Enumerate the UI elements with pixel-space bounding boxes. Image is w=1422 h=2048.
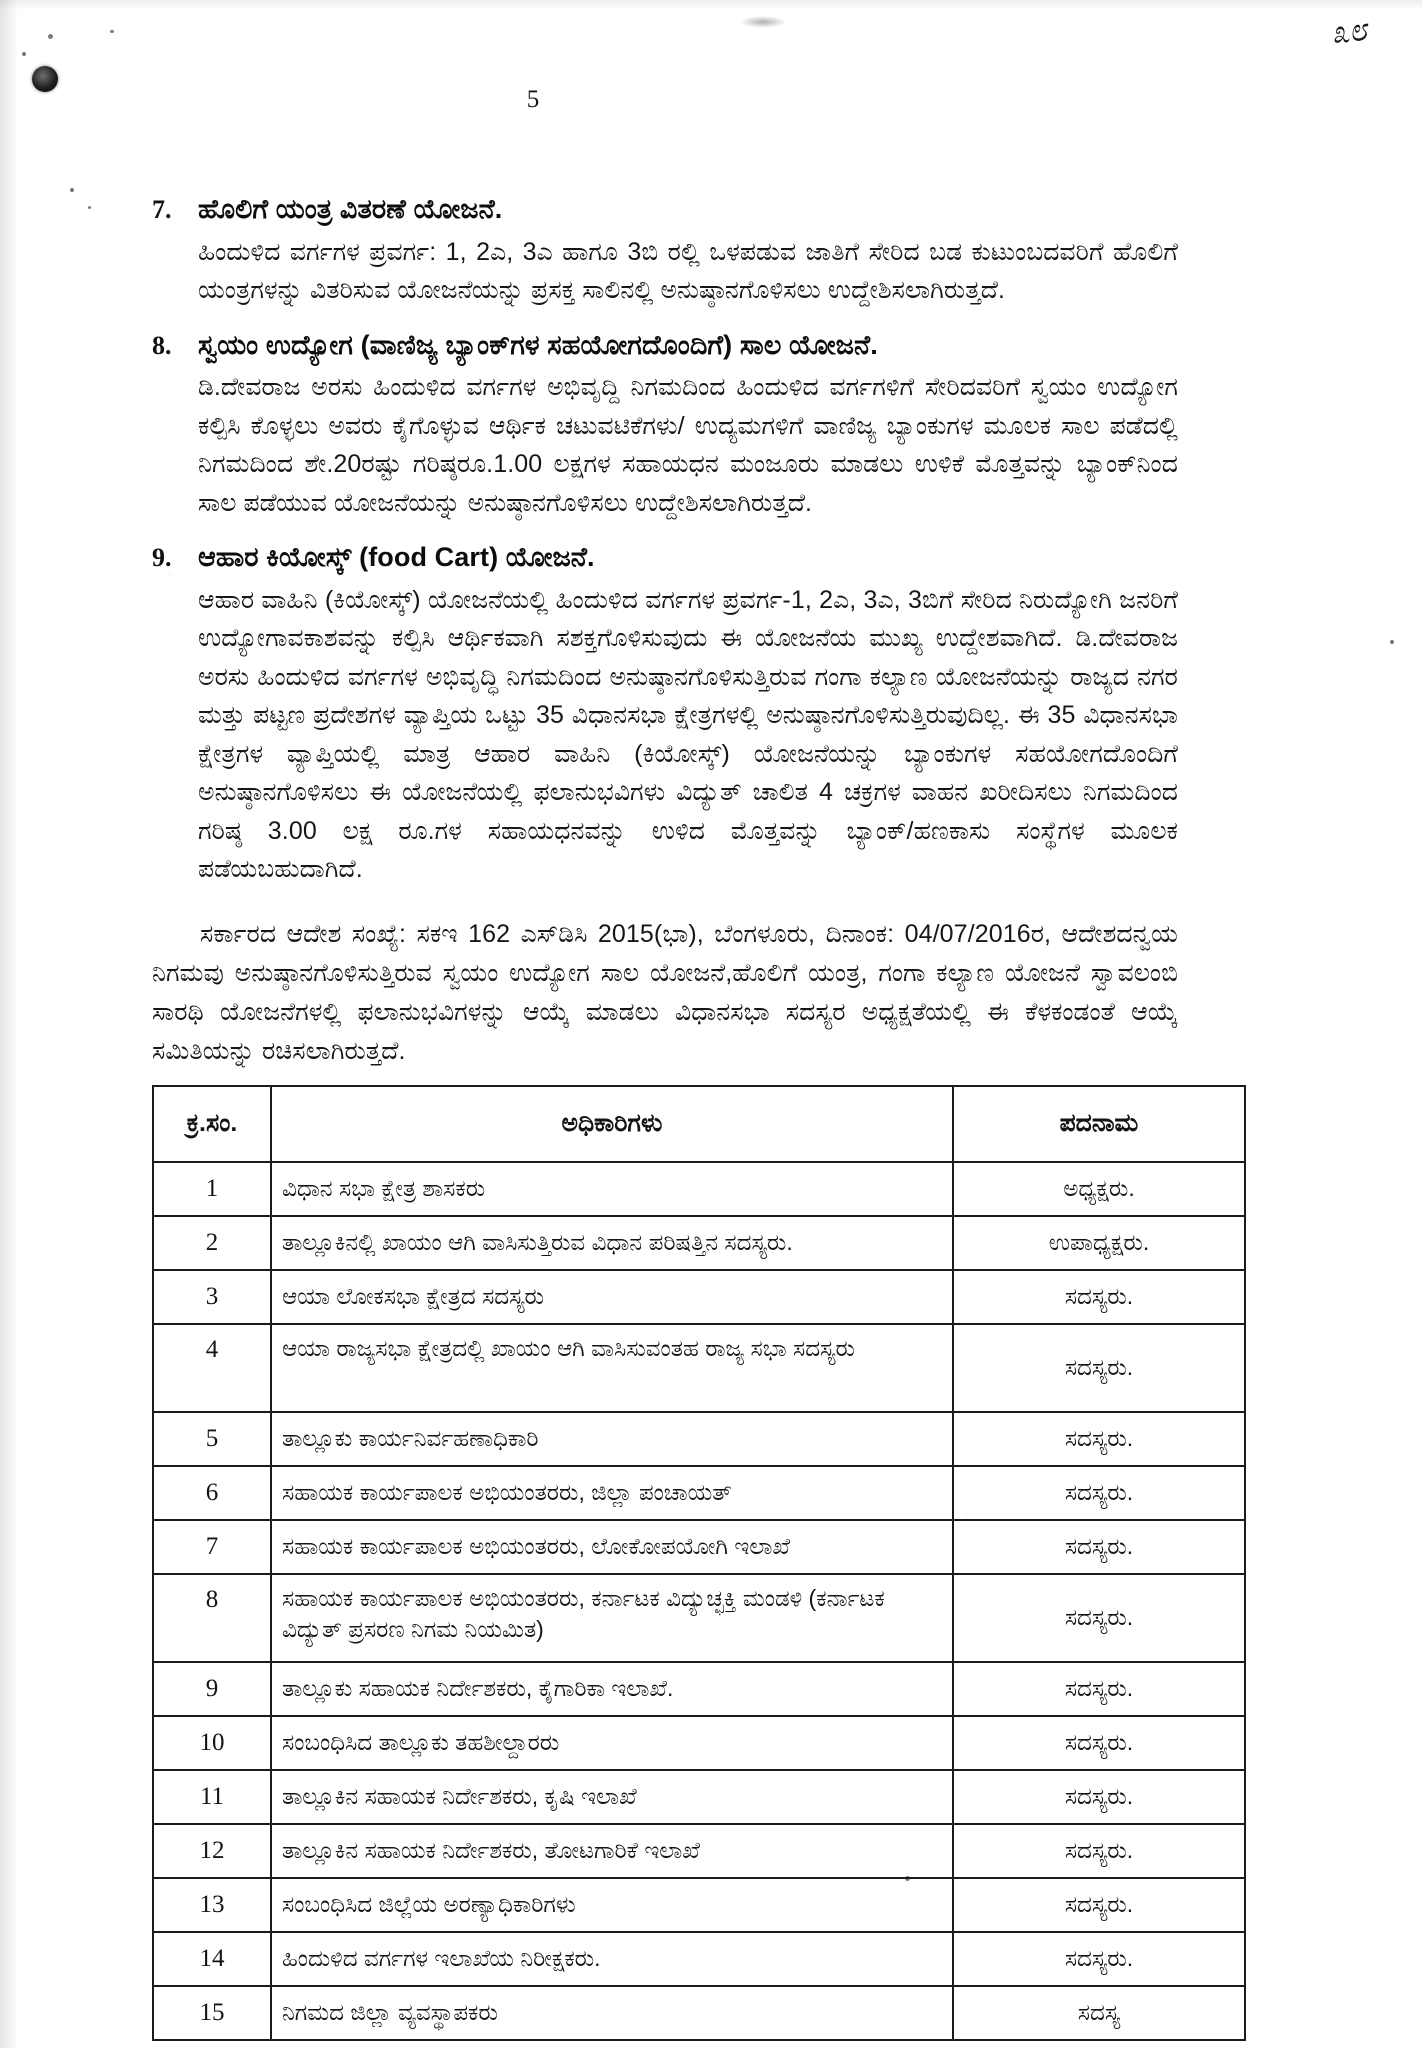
- cell-designation: ಸದಸ್ಯರು.: [953, 1716, 1245, 1770]
- cell-officer: ಆಯಾ ರಾಜ್ಯಸಭಾ ಕ್ಷೇತ್ರದಲ್ಲಿ ಖಾಯಂ ಆಗಿ ವಾಸಿಸುವಂತಹ ರಾಜ್ಯ ಸಭಾ ಸದಸ್ಯರು: [271, 1324, 953, 1412]
- column-header-designation: ಪದನಾಮ: [953, 1086, 1245, 1162]
- table-row: [153, 1878, 1245, 1932]
- scan-speck: [88, 206, 91, 209]
- cell-officer: ಸಂಬಂಧಿಸಿದ ಜಿಲ್ಲೆಯ ಅರಣ್ಯಾಧಿಕಾರಿಗಳು: [271, 1878, 953, 1932]
- column-header-officers: ಅಧಿಕಾರಿಗಳು: [271, 1086, 953, 1162]
- government-order-paragraph: ಸರ್ಕಾರದ ಆದೇಶ ಸಂಖ್ಯೆ: ಸಕಇ 162 ಎಸ್‌ಡಿಸಿ 2015(ಭಾ), ಬೆಂಗಳೂರು, ದಿನಾಂಕ: 04/07/2016ರ, ಆದೇಶದನ್ವಯ ನಿಗಮವು ಅನುಷ್ಠಾನಗೊಳಿಸುತ್ತಿರುವ ಸ್ವಯಂ ಉದ್ಯೋಗ ಸಾಲ ಯೋಜನೆ,ಹೊಲಿಗೆ ಯಂತ್ರ, ಗಂಗಾ ಕಲ್ಯಾಣ ಯೋಜನೆ ಸ್ವಾವಲಂಬಿ ಸಾರಥಿ ಯೋಜನೆಗಳಲ್ಲಿ ಫಲಾನುಭವಿಗಳನ್ನು ಆಯ್ಕೆ ಮಾಡಲು ವಿಧಾನಸಭಾ ಸದಸ್ಯರ ಅಧ್ಯಕ್ಷತೆಯಲ್ಲಿ ಈ ಕೆಳಕಂಡಂತೆ ಆಯ್ಕೆ ಸಮಿತಿಯನ್ನು ರಚಿಸಲಾಗಿರುತ್ತದೆ.: [152, 919, 1178, 1065]
- table-row: [153, 1466, 1245, 1520]
- handwritten-folio-number: ೩೮: [1328, 12, 1369, 53]
- table-header-row: [153, 1086, 1245, 1162]
- scan-edge-shadow-left: [0, 0, 18, 2048]
- cell-serial-number: 12: [153, 1824, 271, 1878]
- cell-officer: ಸಹಾಯಕ ಕಾರ್ಯಪಾಲಕ ಅಭಿಯಂತರರು, ಜಿಲ್ಲಾ ಪಂಚಾಯತ್: [271, 1466, 953, 1520]
- table-row: [153, 1932, 1245, 1986]
- table-row: [153, 1662, 1245, 1716]
- cell-officer: ಆಯಾ ಲೋಕಸಭಾ ಕ್ಷೇತ್ರದ ಸದಸ್ಯರು: [271, 1270, 953, 1324]
- clause-heading-7: [152, 192, 1178, 228]
- clause-body-7: ಹಿಂದುಳಿದ ವರ್ಗಗಳ ಪ್ರವರ್ಗ: 1, 2ಎ, 3ಎ ಹಾಗೂ 3ಬಿ ರಲ್ಲಿ ಒಳಪಡುವ ಜಾತಿಗೆ ಸೇರಿದ ಬಡ ಕುಟುಂಬದವರಿಗೆ ಹೊಲಿಗೆ ಯಂತ್ರಗಳನ್ನು ವಿತರಿಸುವ ಯೋಜನೆಯನ್ನು ಪ್ರಸಕ್ತ ಸಾಲಿನಲ್ಲಿ ಅನುಷ್ಠಾನಗೊಳಿಸಲು ಉದ್ದೇಶಿಸಲಾಗಿರುತ್ತದೆ.: [198, 237, 1178, 305]
- table-row: [153, 1824, 1245, 1878]
- cell-designation: ಸದಸ್ಯರು.: [953, 1878, 1245, 1932]
- cell-serial-number: 7: [153, 1520, 271, 1574]
- cell-serial-number: 4: [153, 1324, 271, 1412]
- cell-serial-number: 11: [153, 1770, 271, 1824]
- scan-edge-shadow-top: [0, 0, 1422, 10]
- cell-officer: ತಾಲ್ಲೂಕಿನ ಸಹಾಯಕ ನಿರ್ದೇಶಕರು, ಕೃಷಿ ಇಲಾಖೆ: [271, 1770, 953, 1824]
- table-row: [153, 1216, 1245, 1270]
- clause-number-8: 8.: [152, 330, 172, 360]
- cell-designation: ಸದಸ್ಯರು.: [953, 1770, 1245, 1824]
- cell-designation: ಅಧ್ಯಕ್ಷರು.: [953, 1162, 1245, 1216]
- scan-speck: [110, 30, 114, 33]
- cell-officer: ತಾಲ್ಲೂಕಿನಲ್ಲಿ ಖಾಯಂ ಆಗಿ ವಾಸಿಸುತ್ತಿರುವ ವಿಧಾನ ಪರಿಷತ್ತಿನ ಸದಸ್ಯರು.: [271, 1216, 953, 1270]
- clause-heading-8: [152, 328, 1178, 364]
- clause-title-7: ಹೊಲಿಗೆ ಯಂತ್ರ ವಿತರಣೆ ಯೋಜನೆ.: [198, 194, 503, 224]
- table-row: [153, 1716, 1245, 1770]
- clause-heading-9: [152, 540, 1178, 576]
- cell-serial-number: 15: [153, 1986, 271, 2040]
- table-row: [153, 1324, 1245, 1412]
- clause-body-9: ಆಹಾರ ವಾಹಿನಿ (ಕಿಯೋಸ್ಕ್) ಯೋಜನೆಯಲ್ಲಿ ಹಿಂದುಳಿದ ವರ್ಗಗಳ ಪ್ರವರ್ಗ-1, 2ಎ, 3ಎ, 3ಬಿಗೆ ಸೇರಿದ ನಿರುದ್ಯೋಗಿ ಜನರಿಗೆ ಉದ್ಯೋಗಾವಕಾಶವನ್ನು ಕಲ್ಪಿಸಿ ಆರ್ಥಿಕವಾಗಿ ಸಶಕ್ತಗೊಳಿಸುವುದು ಈ ಯೋಜನೆಯ ಮುಖ್ಯ ಉದ್ದೇಶವಾಗಿದೆ. ಡಿ.ದೇವರಾಜ ಅರಸು ಹಿಂದುಳಿದ ವರ್ಗಗಳ ಅಭಿವೃದ್ಧಿ ನಿಗಮದಿಂದ ಅನುಷ್ಠಾನಗೊಳಿಸುತ್ತಿರುವ ಗಂಗಾ ಕಲ್ಯಾಣ ಯೋಜನೆಯನ್ನು ರಾಜ್ಯದ ನಗರ ಮತ್ತು ಪಟ್ಟಣ ಪ್ರದೇಶಗಳ ವ್ಯಾಪ್ತಿಯ ಒಟ್ಟು 35 ವಿಧಾನಸಭಾ ಕ್ಷೇತ್ರಗಳಲ್ಲಿ ಅನುಷ್ಠಾನಗೊಳಿಸುತ್ತಿರುವುದಿಲ್ಲ. ಈ 35 ವಿಧಾನಸಭಾ ಕ್ಷೇತ್ರಗಳ ವ್ಯಾಪ್ತಿಯಲ್ಲಿ ಮಾತ್ರ ಆಹಾರ ವಾಹಿನಿ (ಕಿಯೋಸ್ಕ್) ಯೋಜನೆಯನ್ನು ಬ್ಯಾಂಕುಗಳ ಸಹಯೋಗದೊಂದಿಗೆ ಅನುಷ್ಠಾನಗೊಳಿಸಲು ಈ ಯೋಜನೆಯಲ್ಲಿ ಫಲಾನುಭವಿಗಳು ವಿದ್ಯುತ್ ಚಾಲಿತ 4 ಚಕ್ರಗಳ ವಾಹನ ಖರೀದಿಸಲು ನಿಗಮದಿಂದ ಗರಿಷ್ಠ 3.00 ಲಕ್ಷ ರೂ.ಗಳ ಸಹಾಯಧನವನ್ನು ಉಳಿದ ಮೊತ್ತವನ್ನು ಬ್ಯಾಂಕ್/ಹಣಕಾಸು ಸಂಸ್ಥೆಗಳ ಮೂಲಕ ಪಡೆಯಬಹುದಾಗಿದೆ.: [198, 585, 1178, 884]
- cell-designation: ಸದಸ್ಯರು.: [953, 1932, 1245, 1986]
- cell-serial-number: 8: [153, 1574, 271, 1662]
- cell-designation: ಸದಸ್ಯ: [953, 1986, 1245, 2040]
- cell-serial-number: 3: [153, 1270, 271, 1324]
- clause-number-9: 9.: [152, 543, 172, 573]
- table-row: [153, 1770, 1245, 1824]
- column-header-serial-number: ಕ್ರ.ಸಂ.: [153, 1086, 271, 1162]
- table-row: [153, 1520, 1245, 1574]
- cell-designation: ಸದಸ್ಯರು.: [953, 1662, 1245, 1716]
- cell-officer: ಸಹಾಯಕ ಕಾರ್ಯಪಾಲಕ ಅಭಿಯಂತರರು, ಕರ್ನಾಟಕ ವಿದ್ಯುಚ್ಛಕ್ತಿ ಮಂಡಳಿ (ಕರ್ನಾಟಕ ವಿದ್ಯುತ್ ಪ್ರಸರಣ ನಿಗಮ ನಿಯಮಿತ): [271, 1574, 953, 1662]
- table-row: [153, 1270, 1245, 1324]
- clause-body-8: ಡಿ.ದೇವರಾಜ ಅರಸು ಹಿಂದುಳಿದ ವರ್ಗಗಳ ಅಭಿವೃದ್ದಿ ನಿಗಮದಿಂದ ಹಿಂದುಳಿದ ವರ್ಗಗಳಿಗೆ ಸೇರಿದವರಿಗೆ ಸ್ವಯಂ ಉದ್ಯೋಗ ಕಲ್ಪಿಸಿ ಕೊಳ್ಳಲು ಅವರು ಕೈಗೊಳ್ಳುವ ಆರ್ಥಿಕ ಚಟುವಟಿಕೆಗಳು/ ಉದ್ಯಮಗಳಿಗೆ ವಾಣಿಜ್ಯ ಬ್ಯಾಂಕುಗಳ ಮೂಲಕ ಸಾಲ ಪಡೆದಲ್ಲಿ ನಿಗಮದಿಂದ ಶೇ.20ರಷ್ಟು ಗರಿಷ್ಠರೂ.1.00 ಲಕ್ಷಗಳ ಸಹಾಯಧನ ಮಂಜೂರು ಮಾಡಲು ಉಳಿಕೆ ಮೊತ್ತವನ್ನು ಬ್ಯಾಂಕ್‌ನಿಂದ ಸಾಲ ಪಡೆಯುವ ಯೋಜನೆಯನ್ನು ಅನುಷ್ಠಾನಗೊಳಿಸಲು ಉದ್ದೇಶಿಸಲಾಗಿರುತ್ತದೆ.: [198, 373, 1178, 517]
- cell-officer: ಹಿಂದುಳಿದ ವರ್ಗಗಳ ಇಲಾಖೆಯ ನಿರೀಕ್ಷಕರು.: [271, 1932, 953, 1986]
- table-row: [153, 1986, 1245, 2040]
- cell-designation: ಸದಸ್ಯರು.: [953, 1824, 1245, 1878]
- cell-officer: ತಾಲ್ಲೂಕಿನ ಸಹಾಯಕ ನಿರ್ದೇಶಕರು, ತೋಟಗಾರಿಕೆ ಇಲಾಖೆ: [271, 1824, 953, 1878]
- cell-serial-number: 9: [153, 1662, 271, 1716]
- cell-designation: ಸದಸ್ಯರು.: [953, 1324, 1245, 1412]
- cell-officer: ತಾಲ್ಲೂಕು ಸಹಾಯಕ ನಿರ್ದೇಶಕರು, ಕೈಗಾರಿಕಾ ಇಲಾಖೆ.: [271, 1662, 953, 1716]
- scan-smudge-artifact: [740, 16, 786, 28]
- selection-committee-table: [152, 1085, 1246, 2041]
- clause-title-8: ಸ್ವಯಂ ಉದ್ಯೋಗ (ವಾಣಿಜ್ಯ ಬ್ಯಾಂಕ್‌ಗಳ ಸಹಯೋಗದೊಂದಿಗೆ) ಸಾಲ ಯೋಜನೆ.: [198, 329, 878, 360]
- scan-speck: [48, 34, 53, 39]
- cell-officer: ಸಂಬಂಧಿಸಿದ ತಾಲ್ಲೂಕು ತಹಶೀಲ್ದಾರರು: [271, 1716, 953, 1770]
- cell-serial-number: 14: [153, 1932, 271, 1986]
- document-body: [152, 192, 1178, 2041]
- table-body: [153, 1162, 1245, 2040]
- cell-serial-number: 6: [153, 1466, 271, 1520]
- cell-designation: ಸದಸ್ಯರು.: [953, 1574, 1245, 1662]
- cell-serial-number: 10: [153, 1716, 271, 1770]
- scan-speck: [70, 188, 74, 192]
- clause-title-9: ಆಹಾರ ಕಿಯೋಸ್ಕ್ (food Cart) ಯೋಜನೆ.: [198, 542, 595, 573]
- cell-designation: ಉಪಾಧ್ಯಕ್ಷರು.: [953, 1216, 1245, 1270]
- cell-serial-number: 13: [153, 1878, 271, 1932]
- page-number: 5: [526, 86, 540, 113]
- cell-officer: ತಾಲ್ಲೂಕು ಕಾರ್ಯನಿರ್ವಹಣಾಧಿಕಾರಿ: [271, 1412, 953, 1466]
- table-row: [153, 1574, 1245, 1662]
- cell-serial-number: 1: [153, 1162, 271, 1216]
- cell-serial-number: 5: [153, 1412, 271, 1466]
- cell-designation: ಸದಸ್ಯರು.: [953, 1520, 1245, 1574]
- cell-serial-number: 2: [153, 1216, 271, 1270]
- scan-speck: [1390, 640, 1394, 644]
- cell-officer: ಸಹಾಯಕ ಕಾರ್ಯಪಾಲಕ ಅಭಿಯಂತರರು, ಲೋಕೋಪಯೋಗಿ ಇಲಾಖೆ: [271, 1520, 953, 1574]
- table-row: [153, 1412, 1245, 1466]
- table-row: [153, 1162, 1245, 1216]
- scan-speck: [22, 52, 26, 56]
- cell-designation: ಸದಸ್ಯರು.: [953, 1270, 1245, 1324]
- cell-designation: ಸದಸ್ಯರು.: [953, 1412, 1245, 1466]
- cell-officer: ವಿಧಾನ ಸಭಾ ಕ್ಷೇತ್ರ ಶಾಸಕರು: [271, 1162, 953, 1216]
- cell-officer: ನಿಗಮದ ಜಿಲ್ಲಾ ವ್ಯವಸ್ಥಾಪಕರು: [271, 1986, 953, 2040]
- clause-number-7: 7.: [152, 195, 172, 224]
- cell-designation: ಸದಸ್ಯರು.: [953, 1466, 1245, 1520]
